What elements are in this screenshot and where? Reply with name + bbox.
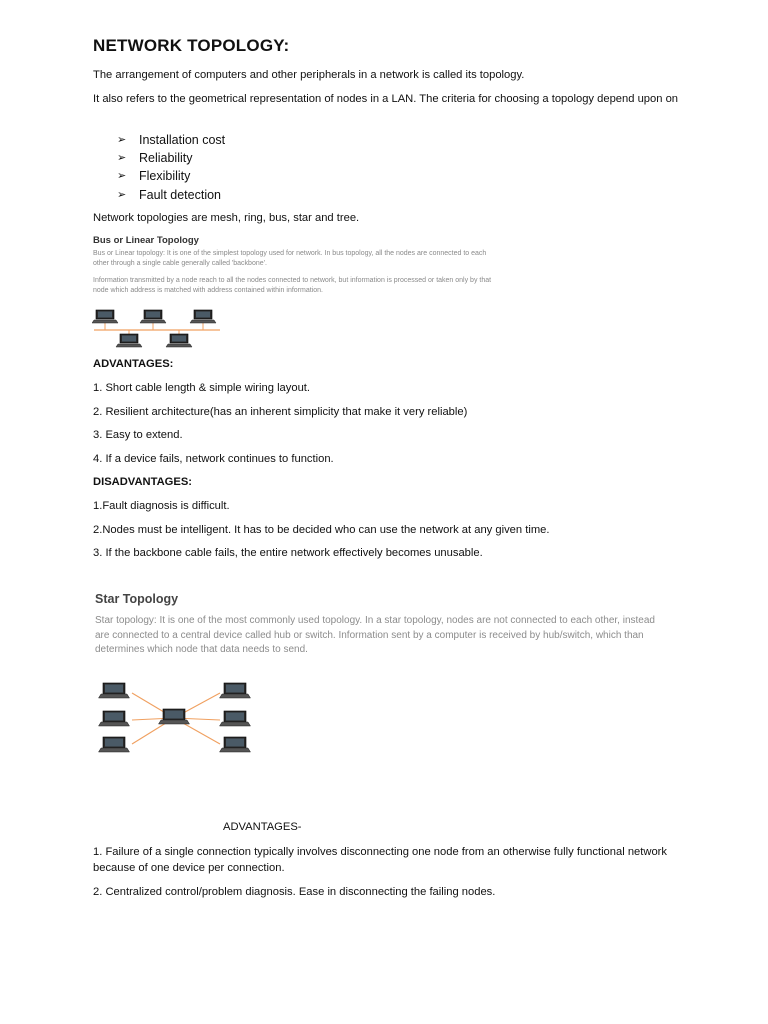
arrow-bullet-icon: ➢ [117, 170, 127, 183]
star-advantage-item: 2. Centralized control/problem diagnosis. Ease in disconnecting the failing nodes. [93, 886, 496, 898]
criteria-item: ➢ Reliability [117, 149, 225, 167]
page-title: NETWORK TOPOLOGY: [93, 36, 290, 55]
laptop-icon [99, 711, 130, 726]
laptop-icon [166, 334, 192, 347]
disadvantages-heading: DISADVANTAGES: [93, 476, 193, 488]
disadvantage-item: 2.Nodes must be intelligent. It has to be decided who can use the network at any given time. [93, 524, 550, 536]
criteria-item: ➢ Installation cost [117, 131, 225, 149]
star-topology-diagram [92, 680, 262, 760]
star-image-paragraph: Star topology: It is one of the most commonly used topology. In a star topology, nodes are not connected to each other, instead are connected to a central device called hub or switch. Information sent by a computer is received by hub/switch, which than determines which node that data needs to send. [95, 615, 655, 655]
disadvantage-item: 1.Fault diagnosis is difficult. [93, 500, 230, 512]
hub-switch-icon [159, 709, 190, 724]
laptop-icon [140, 310, 166, 323]
laptop-icon [220, 711, 251, 726]
laptop-icon [220, 683, 251, 698]
intro-paragraph-2: It also refers to the geometrical representation of nodes in a LAN. The criteria for choosing a topology depend upon on [93, 93, 679, 105]
arrow-bullet-icon: ➢ [117, 134, 127, 146]
criteria-list [117, 131, 225, 204]
arrow-bullet-icon: ➢ [117, 188, 127, 201]
bus-image-heading: Bus or Linear Topology [93, 235, 199, 246]
laptop-icon [99, 737, 130, 752]
criteria-item: ➢ Flexibility [117, 167, 225, 185]
advantage-item: 4. If a device fails, network continues to function. [93, 453, 334, 465]
advantages-heading: ADVANTAGES: [93, 358, 174, 370]
disadvantage-item: 3. If the backbone cable fails, the entire network effectively becomes unusable. [93, 547, 483, 559]
star-image-heading: Star Topology [95, 592, 179, 606]
arrow-bullet-icon: ➢ [117, 152, 127, 165]
star-advantages-heading: ADVANTAGES- [223, 821, 302, 833]
advantage-item: 1. Short cable length & simple wiring layout. [93, 382, 311, 394]
laptop-icon [190, 310, 216, 323]
laptop-icon [220, 737, 251, 752]
advantage-item: 3. Easy to extend. [93, 429, 183, 441]
laptop-icon [92, 310, 118, 323]
star-advantage-item: 1. Failure of a single connection typically involves disconnecting one node from an otherwise fully functional network because of one device per connection. [93, 846, 667, 874]
criteria-item: ➢ Fault detection [117, 186, 225, 204]
laptop-icon [116, 334, 142, 347]
intro-paragraph-1: The arrangement of computers and other peripherals in a network is called its topology. [93, 69, 525, 81]
bus-topology-diagram [92, 308, 227, 348]
topologies-sentence: Network topologies are mesh, ring, bus, star and tree. [93, 212, 360, 224]
advantage-item: 2. Resilient architecture(has an inherent simplicity that make it very reliable) [93, 406, 468, 418]
laptop-icon [99, 683, 130, 698]
bus-image-paragraph-1: Bus or Linear topology: It is one of the simplest topology used for network. In bus topology, all the nodes are connected to each other through a single cable generally called 'backbone'. [93, 250, 487, 267]
bus-image-paragraph-2: Information transmitted by a node reach to all the nodes connected to network, but information is processed or taken only by that node which address is matched with address contained within information. [93, 277, 492, 294]
